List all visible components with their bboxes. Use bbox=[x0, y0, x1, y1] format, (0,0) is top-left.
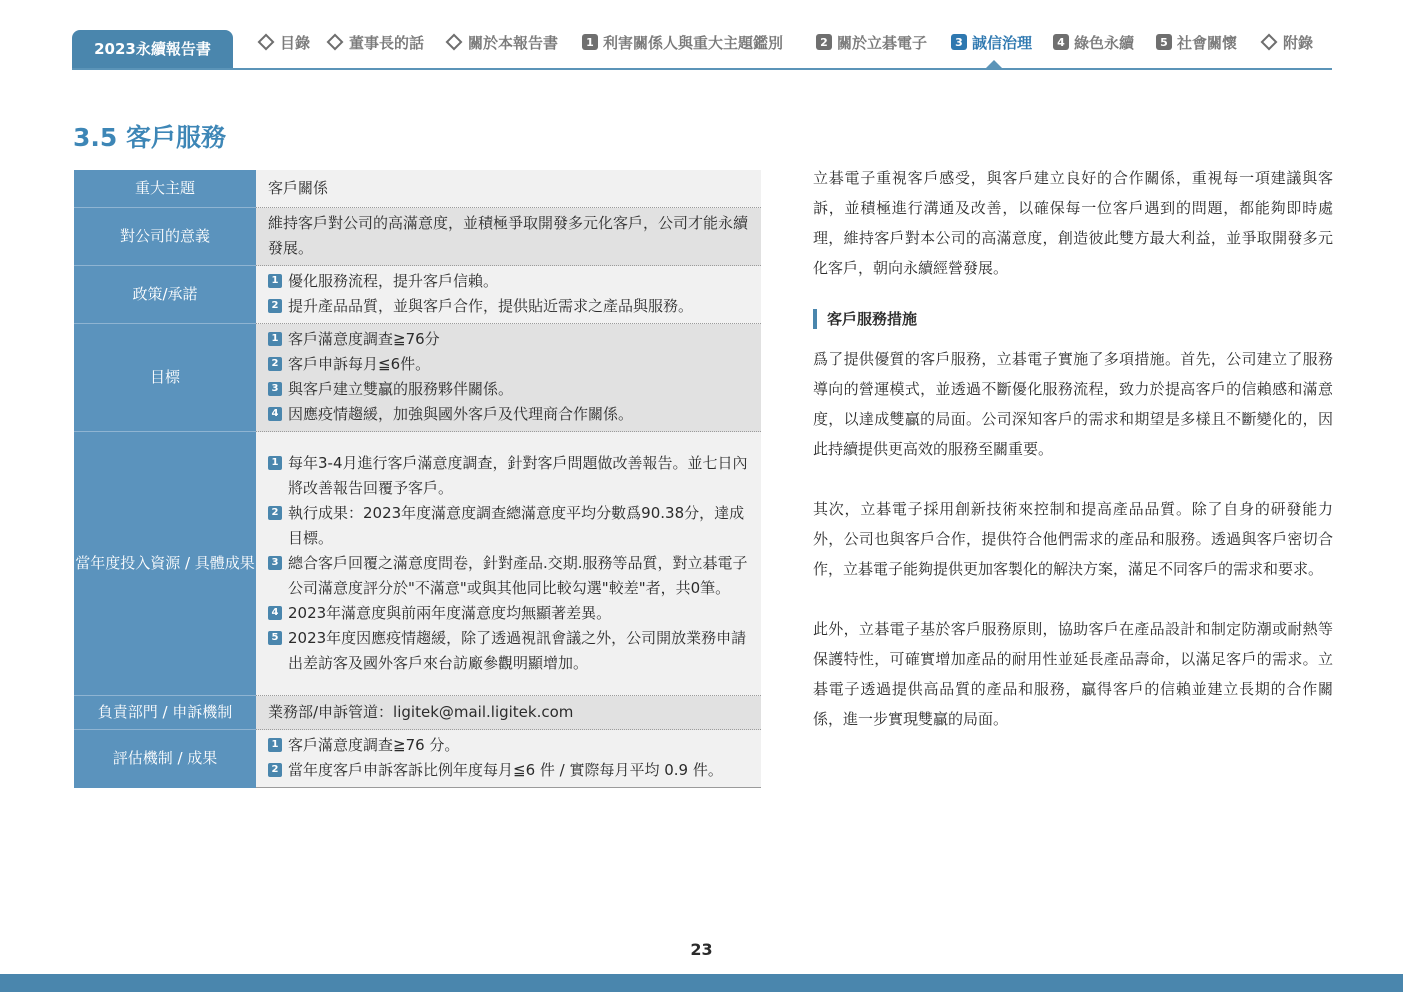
list-item bbox=[268, 294, 753, 319]
number-badge-icon: 1 bbox=[268, 738, 282, 752]
list-item bbox=[268, 601, 753, 626]
list-item bbox=[268, 626, 753, 676]
row-value bbox=[256, 266, 761, 324]
number-badge-icon: 2 bbox=[268, 357, 282, 371]
table-row bbox=[74, 730, 761, 788]
nav-item-green-sustainability[interactable] bbox=[1053, 31, 1134, 53]
number-badge-icon: 1 bbox=[268, 456, 282, 470]
number-badge-icon: 2 bbox=[268, 506, 282, 520]
number-badge-icon: 2 bbox=[268, 763, 282, 777]
row-value bbox=[256, 730, 761, 788]
number-badge-icon: 1 bbox=[582, 34, 598, 50]
list-item-text: 與客戶建立雙贏的服務夥伴關係。 bbox=[288, 380, 514, 398]
list-item-text: 2023年度因應疫情趨緩，除了透過視訊會議之外，公司開放業務申請出差訪客及國外客戶來台訪廠參觀明顯增加。 bbox=[288, 628, 747, 672]
top-navigation bbox=[256, 31, 1332, 53]
numbered-list bbox=[268, 451, 753, 676]
list-item bbox=[268, 733, 753, 758]
table-row bbox=[74, 170, 761, 208]
list-item-text: 客戶滿意度調查≧76 分。 bbox=[288, 736, 460, 754]
intro-paragraph: 立碁電子重視客戶感受，與客戶建立良好的合作關係，重視每一項建議與客訴，並積極進行溝通及改善，以確保每一位客戶遇到的問題，都能夠即時處理，維持客戶對本公司的高滿意度，創造彼此雙方最大利益，並爭取開發多元化客戶，朝向永續經營發展。 bbox=[813, 169, 1333, 277]
row-label: 目標 bbox=[74, 324, 256, 432]
nav-item-chairman-message[interactable] bbox=[325, 31, 424, 53]
diamond-icon bbox=[446, 34, 463, 51]
nav-item-label: 誠信治理 bbox=[972, 33, 1033, 52]
number-badge-icon: 1 bbox=[268, 332, 282, 346]
body-paragraph: 其次，立碁電子採用創新技術來控制和提高產品品質。除了自身的研發能力外，公司也與客戶合作，提供符合他們需求的產品和服務。透過與客戶密切合作，立碁電子能夠提供更加客製化的解決方案，滿足不同客戶的需求和要求。 bbox=[813, 500, 1333, 578]
number-badge-icon: 2 bbox=[268, 299, 282, 313]
body-paragraph: 此外，立碁電子基於客戶服務原則，協助客戶在產品設計和制定防潮或耐熱等保護特性，可確實增加產品的耐用性並延長產品壽命，以滿足客戶的需求。立碁電子透過提供高品質的產品和服務，贏得客戶的信賴並建立長期的合作關係，進一步實現雙贏的局面。 bbox=[813, 620, 1333, 728]
number-badge-icon: 4 bbox=[1053, 34, 1069, 50]
numbered-list bbox=[268, 733, 753, 783]
active-caret-icon bbox=[985, 60, 1003, 69]
list-item bbox=[268, 501, 753, 551]
list-item-text: 每年3-4月進行客戶滿意度調查，針對客戶問題做改善報告。並七日內將改善報告回覆予客戶。 bbox=[288, 453, 748, 497]
row-label: 政策/承諾 bbox=[74, 266, 256, 324]
number-badge-icon: 3 bbox=[268, 382, 282, 396]
row-value bbox=[256, 324, 761, 432]
list-item bbox=[268, 402, 753, 427]
nav-item-contents[interactable] bbox=[256, 31, 310, 53]
list-item bbox=[268, 451, 753, 501]
report-title-tab[interactable]: 2023永續報告書 bbox=[72, 30, 233, 69]
nav-item-label: 董事長的話 bbox=[349, 33, 425, 52]
number-badge-icon: 3 bbox=[951, 34, 967, 50]
list-item-text: 當年度客戶申訴客訴比例年度每月≦6 件 / 實際每月平均 0.9 件。 bbox=[288, 761, 723, 779]
diamond-icon bbox=[258, 34, 275, 51]
nav-divider-line bbox=[72, 68, 1332, 70]
list-item bbox=[268, 551, 753, 601]
row-label: 重大主題 bbox=[74, 170, 256, 208]
footer-bar bbox=[0, 974, 1403, 992]
number-badge-icon: 5 bbox=[1156, 34, 1172, 50]
table-row bbox=[74, 324, 761, 432]
nav-item-label: 社會關懷 bbox=[1177, 33, 1238, 52]
nav-item-label: 關於本報告書 bbox=[468, 33, 559, 52]
table-row bbox=[74, 432, 761, 696]
paragraph-spacer bbox=[813, 584, 1333, 614]
nav-item-label: 附錄 bbox=[1283, 33, 1314, 52]
number-badge-icon: 5 bbox=[268, 631, 282, 645]
diamond-icon bbox=[327, 34, 344, 51]
row-label: 對公司的意義 bbox=[74, 208, 256, 266]
table-row bbox=[74, 266, 761, 324]
nav-item-appendix[interactable] bbox=[1259, 31, 1313, 53]
list-item bbox=[268, 758, 753, 783]
table-row bbox=[74, 696, 761, 730]
nav-item-social-care[interactable] bbox=[1156, 31, 1237, 53]
nav-item-label: 利害關係人與重大主題鑑別 bbox=[603, 33, 784, 52]
page-number: 23 bbox=[690, 940, 713, 959]
list-item-text: 優化服務流程，提升客戶信賴。 bbox=[288, 272, 499, 290]
row-label: 評估機制 / 成果 bbox=[74, 730, 256, 788]
nav-item-label: 綠色永續 bbox=[1074, 33, 1135, 52]
row-value: 維持客戶對公司的高滿意度，並積極爭取開發多元化客戶，公司才能永續發展。 bbox=[256, 208, 761, 266]
row-value: 業務部/申訴管道：ligitek@mail.ligitek.com bbox=[256, 696, 761, 730]
numbered-list bbox=[268, 327, 753, 427]
nav-item-about-ligitek[interactable] bbox=[816, 31, 927, 53]
list-item bbox=[268, 377, 753, 402]
list-item bbox=[268, 352, 753, 377]
nav-item-integrity-governance[interactable] bbox=[951, 31, 1032, 53]
row-value bbox=[256, 432, 761, 696]
diamond-icon bbox=[1261, 34, 1278, 51]
list-item-text: 2023年滿意度與前兩年度滿意度均無顯著差異。 bbox=[288, 603, 612, 622]
number-badge-icon: 2 bbox=[816, 34, 832, 50]
nav-item-stakeholders[interactable] bbox=[582, 31, 783, 53]
list-item-text: 提升產品品質，並與客戶合作，提供貼近需求之產品與服務。 bbox=[288, 297, 694, 315]
body-paragraph: 爲了提供優質的客戶服務，立碁電子實施了多項措施。首先，公司建立了服務導向的營運模式，並透過不斷優化服務流程，致力於提高客戶的信賴感和滿意度，以達成雙贏的局面。公司深知客戶的需求和期望是多樣且不斷變化的，因此持續提供更高效的服務至關重要。 bbox=[813, 350, 1333, 458]
list-item bbox=[268, 327, 753, 352]
list-item-text: 客戶申訴每月≦6件。 bbox=[288, 355, 431, 373]
customer-relations-table bbox=[74, 170, 761, 788]
table-row bbox=[74, 208, 761, 266]
list-item bbox=[268, 269, 753, 294]
nav-item-about-report[interactable] bbox=[444, 31, 558, 53]
number-badge-icon: 4 bbox=[268, 407, 282, 421]
list-item-text: 總合客戶回覆之滿意度問卷，針對產品.交期.服務等品質，對立碁電子公司滿意度評分於"不滿意"或與其他同比較勾選"較差"者，共0筆。 bbox=[288, 553, 748, 597]
list-item-text: 因應疫情趨緩，加強與國外客戶及代理商合作關係。 bbox=[288, 405, 634, 423]
numbered-list bbox=[268, 269, 753, 319]
number-badge-icon: 3 bbox=[268, 556, 282, 570]
number-badge-icon: 1 bbox=[268, 274, 282, 288]
paragraph-spacer bbox=[813, 464, 1333, 494]
list-item-text: 客戶滿意度調查≧76分 bbox=[288, 330, 440, 348]
body-text-column bbox=[813, 163, 1333, 734]
row-label: 負責部門 / 申訴機制 bbox=[74, 696, 256, 730]
number-badge-icon: 4 bbox=[268, 606, 282, 620]
row-label: 當年度投入資源 / 具體成果 bbox=[74, 432, 256, 696]
section-title: 3.5 客戶服務 bbox=[73, 123, 226, 152]
subheading: 客戶服務措施 bbox=[813, 309, 1333, 329]
nav-item-label: 目錄 bbox=[280, 33, 311, 52]
row-value: 客戶關係 bbox=[256, 170, 761, 208]
nav-item-label: 關於立碁電子 bbox=[837, 33, 928, 52]
list-item-text: 執行成果：2023年度滿意度調查總滿意度平均分數爲90.38分，達成目標。 bbox=[288, 503, 745, 547]
